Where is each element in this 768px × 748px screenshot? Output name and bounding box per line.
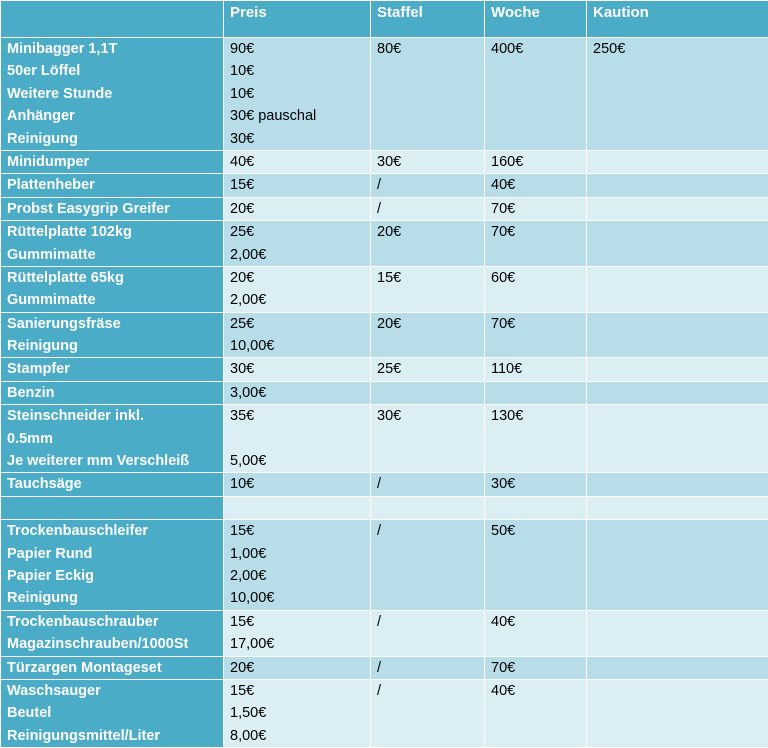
preis-line: 30€	[230, 128, 364, 150]
preis-line: 3,00€	[230, 382, 364, 404]
staffel-value	[377, 497, 478, 519]
table-row	[1, 473, 768, 496]
woche-cell	[485, 358, 587, 381]
woche-cell	[485, 610, 587, 656]
preis-line: 15€	[230, 174, 364, 196]
kaution-value	[593, 520, 762, 542]
table-row	[1, 312, 768, 358]
item-name-cell	[1, 496, 224, 519]
preis-cell	[224, 174, 371, 197]
preis-line: 25€	[230, 221, 364, 243]
staffel-value: /	[377, 611, 478, 633]
staffel-value: 25€	[377, 358, 478, 380]
item-name-line: Rüttelplatte 65kg	[7, 267, 217, 289]
staffel-cell	[371, 358, 485, 381]
item-name-line: Weitere Stunde	[7, 83, 217, 105]
table-row	[1, 610, 768, 656]
staffel-cell	[371, 473, 485, 496]
table-row	[1, 656, 768, 679]
staffel-cell	[371, 197, 485, 220]
item-name-line	[7, 497, 217, 519]
staffel-value: /	[377, 174, 478, 196]
staffel-value: 30€	[377, 405, 478, 427]
item-name-line: Reinigung	[7, 335, 217, 357]
staffel-value: /	[377, 473, 478, 495]
woche-cell	[485, 38, 587, 151]
woche-cell	[485, 405, 587, 473]
item-name-cell	[1, 150, 224, 173]
kaution-value	[593, 680, 762, 702]
item-name-line: Papier Eckig	[7, 565, 217, 587]
kaution-cell	[587, 520, 768, 611]
table-row	[1, 496, 768, 519]
kaution-cell	[587, 221, 768, 267]
item-name-line: Minidumper	[7, 151, 217, 173]
woche-cell	[485, 656, 587, 679]
preis-cell	[224, 656, 371, 679]
item-name-line: 0.5mm	[7, 428, 217, 450]
staffel-cell	[371, 266, 485, 312]
preis-line: 15€	[230, 520, 364, 542]
woche-value: 130€	[491, 405, 580, 427]
item-name-line: Gummimatte	[7, 244, 217, 266]
item-name-line: Anhänger	[7, 105, 217, 127]
item-name-line: Reinigung	[7, 587, 217, 609]
preis-line	[230, 428, 364, 450]
preis-cell	[224, 610, 371, 656]
staffel-cell	[371, 221, 485, 267]
preis-line: 15€	[230, 611, 364, 633]
kaution-value	[593, 151, 762, 173]
staffel-value: 20€	[377, 313, 478, 335]
preis-line: 10€	[230, 83, 364, 105]
preis-line: 20€	[230, 657, 364, 679]
table-header	[1, 1, 768, 38]
woche-cell	[485, 150, 587, 173]
kaution-value	[593, 473, 762, 495]
header-row	[1, 1, 768, 38]
staffel-cell	[371, 405, 485, 473]
preis-line: 2,00€	[230, 565, 364, 587]
preis-line: 20€	[230, 267, 364, 289]
item-name-line: Papier Rund	[7, 543, 217, 565]
item-name-line: Probst Easygrip Greifer	[7, 198, 217, 220]
item-name-line: 50er Löffel	[7, 60, 217, 82]
woche-value	[491, 382, 580, 404]
item-name-cell	[1, 405, 224, 473]
staffel-cell	[371, 174, 485, 197]
header-kaution: Kaution	[587, 1, 768, 38]
item-name-line: Benzin	[7, 382, 217, 404]
woche-cell	[485, 520, 587, 611]
staffel-value: /	[377, 657, 478, 679]
kaution-cell	[587, 679, 768, 747]
kaution-cell	[587, 150, 768, 173]
item-name-cell	[1, 174, 224, 197]
woche-cell	[485, 496, 587, 519]
woche-value: 70€	[491, 313, 580, 335]
item-name-cell	[1, 679, 224, 747]
staffel-value	[377, 382, 478, 404]
preis-cell	[224, 221, 371, 267]
kaution-cell	[587, 610, 768, 656]
item-name-line: Je weiterer mm Verschleiß	[7, 450, 217, 472]
staffel-cell	[371, 38, 485, 151]
kaution-value: 250€	[593, 38, 762, 60]
woche-value: 70€	[491, 657, 580, 679]
preis-line: 30€	[230, 358, 364, 380]
table-row	[1, 520, 768, 611]
table-row	[1, 358, 768, 381]
kaution-value	[593, 611, 762, 633]
kaution-cell	[587, 473, 768, 496]
item-name-line: Beutel	[7, 702, 217, 724]
preis-cell	[224, 496, 371, 519]
kaution-value	[593, 313, 762, 335]
preis-cell	[224, 38, 371, 151]
header-preis: Preis	[224, 1, 371, 38]
kaution-value	[593, 221, 762, 243]
item-name-line: Reinigungsmittel/Liter	[7, 725, 217, 747]
kaution-value	[593, 267, 762, 289]
woche-value	[491, 497, 580, 519]
staffel-value: /	[377, 520, 478, 542]
preis-line	[230, 497, 364, 519]
table-row	[1, 174, 768, 197]
woche-cell	[485, 197, 587, 220]
kaution-cell	[587, 266, 768, 312]
preis-line: 30€ pauschal	[230, 105, 364, 127]
item-name-line: Minibagger 1,1T	[7, 38, 217, 60]
woche-value: 70€	[491, 198, 580, 220]
woche-cell	[485, 679, 587, 747]
preis-line: 10€	[230, 60, 364, 82]
kaution-cell	[587, 405, 768, 473]
preis-line: 90€	[230, 38, 364, 60]
item-name-cell	[1, 610, 224, 656]
item-name-cell	[1, 312, 224, 358]
preis-cell	[224, 679, 371, 747]
kaution-cell	[587, 174, 768, 197]
woche-cell	[485, 473, 587, 496]
item-name-line: Reinigung	[7, 128, 217, 150]
item-name-cell	[1, 197, 224, 220]
preis-cell	[224, 520, 371, 611]
staffel-value: 80€	[377, 38, 478, 60]
preis-cell	[224, 381, 371, 404]
preis-line: 20€	[230, 198, 364, 220]
preis-line: 8,00€	[230, 725, 364, 747]
preis-line: 17,00€	[230, 633, 364, 655]
table-row	[1, 405, 768, 473]
woche-value: 40€	[491, 611, 580, 633]
preis-line: 1,50€	[230, 702, 364, 724]
table-row	[1, 197, 768, 220]
item-name-line: Türzargen Montageset	[7, 657, 217, 679]
staffel-value: 20€	[377, 221, 478, 243]
table-row	[1, 221, 768, 267]
item-name-line: Trockenbauschleifer	[7, 520, 217, 542]
preis-line: 25€	[230, 313, 364, 335]
woche-value: 40€	[491, 174, 580, 196]
woche-cell	[485, 174, 587, 197]
woche-value: 70€	[491, 221, 580, 243]
kaution-cell	[587, 381, 768, 404]
staffel-cell	[371, 610, 485, 656]
staffel-cell	[371, 150, 485, 173]
kaution-cell	[587, 312, 768, 358]
woche-cell	[485, 266, 587, 312]
item-name-cell	[1, 266, 224, 312]
table-row	[1, 38, 768, 151]
preis-line: 35€	[230, 405, 364, 427]
table-row	[1, 266, 768, 312]
kaution-value	[593, 198, 762, 220]
woche-value: 50€	[491, 520, 580, 542]
preis-cell	[224, 266, 371, 312]
woche-cell	[485, 221, 587, 267]
woche-value: 400€	[491, 38, 580, 60]
preis-cell	[224, 358, 371, 381]
kaution-value	[593, 174, 762, 196]
woche-value: 40€	[491, 680, 580, 702]
preis-line: 10€	[230, 473, 364, 495]
header-staffel: Staffel	[371, 1, 485, 38]
woche-cell	[485, 381, 587, 404]
item-name-line: Stampfer	[7, 358, 217, 380]
staffel-cell	[371, 679, 485, 747]
preis-line: 5,00€	[230, 450, 364, 472]
staffel-value: /	[377, 680, 478, 702]
staffel-value: /	[377, 198, 478, 220]
preis-line: 2,00€	[230, 289, 364, 311]
preis-cell	[224, 197, 371, 220]
woche-value: 160€	[491, 151, 580, 173]
preis-line: 2,00€	[230, 244, 364, 266]
item-name-cell	[1, 656, 224, 679]
item-name-line: Sanierungsfräse	[7, 313, 217, 335]
woche-cell	[485, 312, 587, 358]
item-name-line: Gummimatte	[7, 289, 217, 311]
item-name-line: Magazinschrauben/1000St	[7, 633, 217, 655]
preis-line: 40€	[230, 151, 364, 173]
kaution-value	[593, 405, 762, 427]
item-name-cell	[1, 381, 224, 404]
preis-cell	[224, 473, 371, 496]
item-name-line: Trockenbauschrauber	[7, 611, 217, 633]
table-body	[1, 38, 768, 748]
kaution-cell	[587, 358, 768, 381]
woche-value: 110€	[491, 358, 580, 380]
item-name-line: Waschsauger	[7, 680, 217, 702]
staffel-value: 15€	[377, 267, 478, 289]
item-name-cell	[1, 358, 224, 381]
staffel-cell	[371, 312, 485, 358]
preis-cell	[224, 312, 371, 358]
item-name-cell	[1, 520, 224, 611]
preis-line: 10,00€	[230, 335, 364, 357]
kaution-value	[593, 657, 762, 679]
kaution-value	[593, 497, 762, 519]
item-name-cell	[1, 221, 224, 267]
item-name-line: Tauchsäge	[7, 473, 217, 495]
header-item-column	[1, 1, 224, 38]
item-name-line: Rüttelplatte 102kg	[7, 221, 217, 243]
staffel-value: 30€	[377, 151, 478, 173]
header-woche: Woche	[485, 1, 587, 38]
table-row	[1, 381, 768, 404]
kaution-value	[593, 358, 762, 380]
table-row	[1, 150, 768, 173]
item-name-cell	[1, 38, 224, 151]
kaution-cell	[587, 656, 768, 679]
kaution-cell	[587, 197, 768, 220]
preis-cell	[224, 405, 371, 473]
preis-line: 10,00€	[230, 587, 364, 609]
item-name-line: Steinschneider inkl.	[7, 405, 217, 427]
kaution-value	[593, 382, 762, 404]
preis-line: 15€	[230, 680, 364, 702]
kaution-cell	[587, 38, 768, 151]
staffel-cell	[371, 656, 485, 679]
preis-cell	[224, 150, 371, 173]
woche-value: 60€	[491, 267, 580, 289]
staffel-cell	[371, 381, 485, 404]
kaution-cell	[587, 496, 768, 519]
table-row	[1, 679, 768, 747]
preis-line: 1,00€	[230, 543, 364, 565]
item-name-cell	[1, 473, 224, 496]
staffel-cell	[371, 496, 485, 519]
woche-value: 30€	[491, 473, 580, 495]
item-name-line: Plattenheber	[7, 174, 217, 196]
staffel-cell	[371, 520, 485, 611]
